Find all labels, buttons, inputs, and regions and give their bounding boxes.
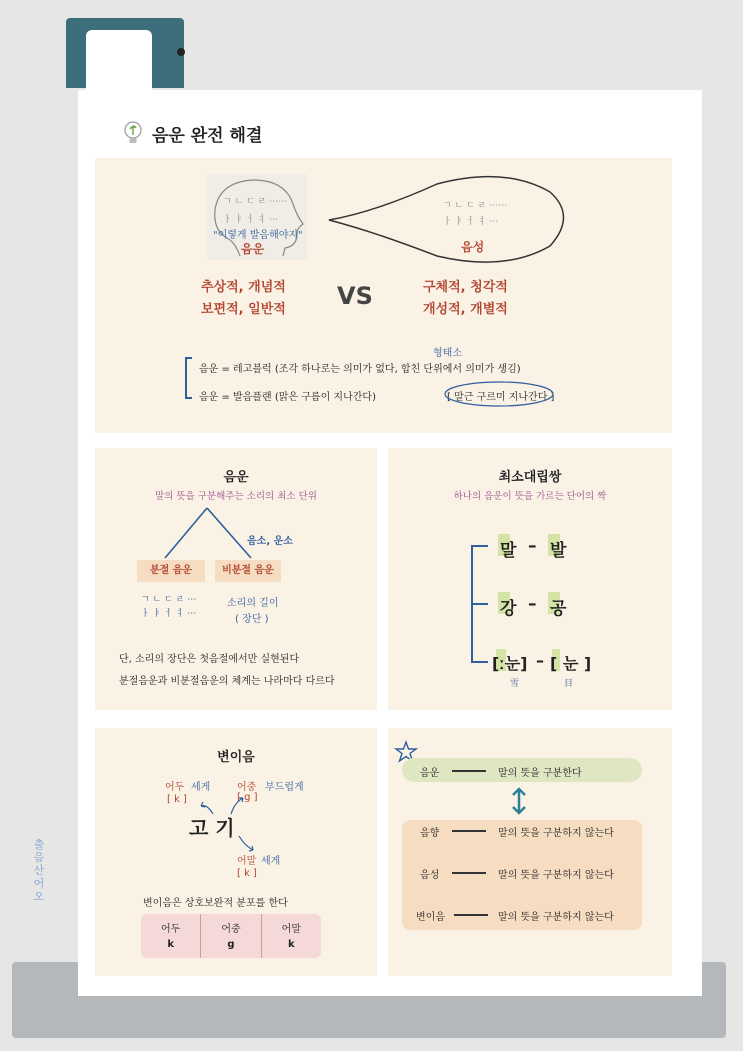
allophone-panel xyxy=(95,728,377,976)
side-char: 음 xyxy=(33,851,45,864)
table-cell xyxy=(262,914,321,958)
row-line xyxy=(452,770,486,772)
row-desc: 말의 뜻을 구분하지 않는다 xyxy=(498,828,614,839)
pair3-word-b: [ 눈 ] xyxy=(550,654,592,673)
phone-label: 음성 xyxy=(461,240,485,254)
pronunciation-result: [ 말근 구르미 지나간다 ] xyxy=(447,392,555,403)
final-label: 어말 xyxy=(237,856,257,867)
phoneme-heading: 음운 xyxy=(223,470,249,485)
branch-note: 음소, 운소 xyxy=(247,536,293,547)
pair-dash: – xyxy=(536,651,544,670)
bracket-line xyxy=(183,356,193,400)
medial-label: 어중 xyxy=(237,782,257,793)
pair1-word-b: 발 xyxy=(550,541,567,561)
row-desc: 말의 뜻을 구분하지 않는다 xyxy=(498,912,614,923)
table-sound: g xyxy=(227,939,235,950)
head-vowels: ㅏ ㅑ ㅓ ㅕ ⋯ xyxy=(223,215,279,225)
phoneme-label: 음운 xyxy=(241,242,265,256)
table-position: 어두 xyxy=(161,924,181,935)
phoneme-vs-phone-panel xyxy=(95,158,672,433)
pair2-word-b: 공 xyxy=(550,599,567,619)
final-desc: 세게 xyxy=(261,856,281,867)
initial-ipa: [ k ] xyxy=(167,794,187,805)
side-char: 출 xyxy=(33,838,45,851)
pair-dash: – xyxy=(528,536,537,556)
row-line xyxy=(454,914,488,916)
table-cell xyxy=(141,914,201,958)
page-title-text: 음운 완전 해결 xyxy=(152,125,263,146)
lego-note: 음운 = 레고블럭 (조각 하나로는 의미가 없다, 합친 단위에서 의미가 생김) xyxy=(199,364,521,375)
initial-label: 어두 xyxy=(165,782,185,793)
phoneme-trait-2: 보편적, 일반적 xyxy=(201,302,286,317)
bubble-consonants: ㄱ ㄴ ㄷ ㄹ ⋯⋯ xyxy=(443,201,508,211)
phoneme-trait-1: 추상적, 개념적 xyxy=(201,280,286,295)
phone-trait-1: 구체적, 청각적 xyxy=(423,280,508,295)
pair-dash: – xyxy=(528,594,537,614)
final-ipa: [ k ] xyxy=(237,868,257,879)
pronunciation-plan-note: 음운 = 발음플랜 (맑은 구름이 지나간다) xyxy=(199,392,376,403)
system-rule: 분절음운과 비분절음운의 체계는 나라마다 다르다 xyxy=(119,676,335,687)
row-term: 변이음 xyxy=(416,912,445,923)
pair-bracket xyxy=(468,540,490,668)
bubble-vowels: ㅏ ㅑ ㅓ ㅕ ⋯ xyxy=(443,217,499,227)
head-consonants: ㄱ ㄴ ㄷ ㄹ ⋯⋯ xyxy=(223,197,288,207)
phone-trait-2: 개성적, 개별적 xyxy=(423,302,508,317)
table-cell xyxy=(201,914,261,958)
hanja-snow: 雪 xyxy=(510,679,520,689)
row-term: 음향 xyxy=(420,828,440,839)
meaning-comparison-panel xyxy=(388,728,672,976)
row-desc: 말의 뜻을 구분한다 xyxy=(498,768,582,779)
row-line xyxy=(452,830,486,832)
row-term: 음성 xyxy=(420,870,440,881)
morpheme-tag: 형태소 xyxy=(433,348,462,359)
distribution-table xyxy=(141,914,321,958)
page-title xyxy=(122,120,262,146)
complementary-distribution-rule: 변이음은 상호보완적 분포를 한다 xyxy=(143,898,288,909)
pair2-word-a: 강 xyxy=(500,599,517,619)
table-sound: k xyxy=(287,939,295,950)
hanja-eye: 目 xyxy=(564,679,574,689)
circle-highlight xyxy=(443,380,555,408)
length-rule: 단, 소리의 장단은 첫음절에서만 실현된다 xyxy=(119,654,300,665)
minimal-pair-definition: 하나의 음운이 뜻을 가르는 단어의 짝 xyxy=(453,491,607,502)
allophone-example-word: 고 기 xyxy=(189,816,235,840)
side-char: 산 xyxy=(33,864,45,877)
minimal-pair-heading: 최소대립쌍 xyxy=(498,470,562,485)
segmental-node: 분절 음운 xyxy=(137,560,205,582)
medial-desc: 부드럽게 xyxy=(265,782,304,793)
segmental-consonants: ㄱ ㄴ ㄷ ㄹ ⋯ xyxy=(141,595,197,605)
length-label: 소리의 길이 xyxy=(227,598,279,609)
vs-label: VS xyxy=(337,282,373,310)
allophone-heading: 변이음 xyxy=(217,750,255,765)
row-term: 음운 xyxy=(420,768,440,779)
length-sub-label: ( 장단 ) xyxy=(235,614,269,625)
pair1-word-a: 말 xyxy=(500,541,517,561)
tab-dot xyxy=(177,48,185,56)
row-line xyxy=(452,872,486,874)
pair3-word-a: [ː눈] xyxy=(492,654,528,673)
table-position: 어말 xyxy=(281,924,301,935)
double-arrow-icon xyxy=(510,786,528,816)
head-quote: "이렇게 발음해야지" xyxy=(213,230,303,241)
table-position: 어중 xyxy=(221,924,241,935)
side-signature xyxy=(26,838,52,934)
phoneme-definition-panel xyxy=(95,448,377,710)
side-char: 오 xyxy=(33,890,45,903)
medial-ipa: [ g ] xyxy=(237,792,258,803)
row-desc: 말의 뜻을 구분하지 않는다 xyxy=(498,870,614,881)
lightbulb-icon xyxy=(122,120,144,146)
suprasegmental-node: 비분절 음운 xyxy=(215,560,281,582)
segmental-vowels: ㅏ ㅑ ㅓ ㅕ ⋯ xyxy=(141,609,197,619)
initial-desc: 세게 xyxy=(191,782,211,793)
phoneme-definition: 말의 뜻을 구분해주는 소리의 최소 단위 xyxy=(155,491,317,502)
side-char: 어 xyxy=(33,877,45,890)
table-sound: k xyxy=(167,939,174,950)
minimal-pair-panel xyxy=(388,448,672,710)
